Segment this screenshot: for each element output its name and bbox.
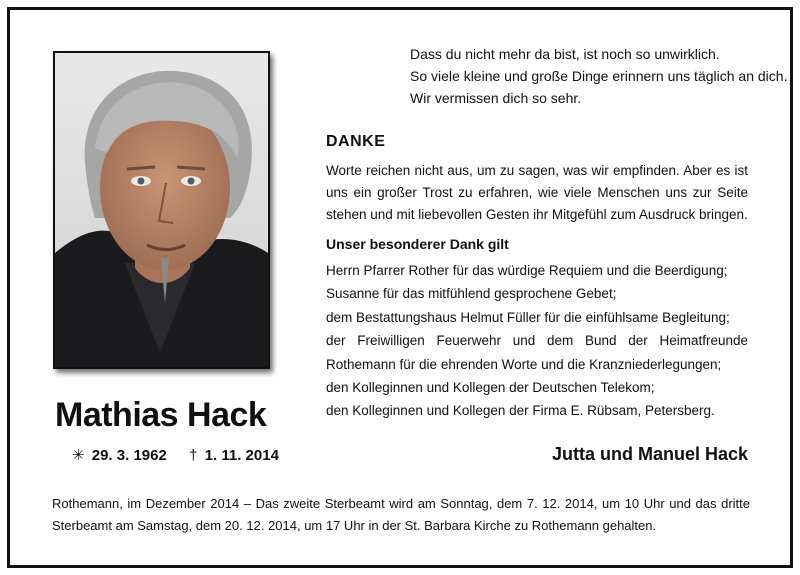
mourners-signature: Jutta und Manuel Hack [551, 444, 748, 464]
portrait-image [55, 53, 268, 367]
portrait-photo [53, 51, 270, 369]
death-date: 1. 11. 2014 [204, 447, 279, 464]
birth-date: 29. 3. 1962 [91, 447, 167, 464]
life-dates [72, 446, 279, 464]
danke-heading: DANKE [326, 133, 386, 150]
danke-text: Worte reichen nicht aus, um zu sagen, was wir empfinden. Aber es ist uns ein großer Trost zu erfahren, wie viele Menschen uns zur Seite stehen und mit liebevollen Gesten ihr Mitgefühl zum Ausdruck bringen. [326, 163, 748, 222]
death-cross-icon: † [189, 447, 198, 464]
service-notice: Rothemann, im Dezember 2014 – Das zweite Sterbeamt wird am Sonntag, dem 7. 12. 2014, um 10 Uhr und das dritte Sterbeamt am Samstag, dem 20. 12. 2014, um 17 Uhr in der St. Barbara Kirche zu Rothemann gehalten. [52, 496, 750, 533]
poem-line: Dass du nicht mehr da bist, ist noch so unwirklich. [410, 46, 720, 62]
thanks-item: Susanne für das mitfühlend gesprochene Gebet; [326, 286, 617, 302]
thanks-item: Herrn Pfarrer Rother für das würdige Requiem und die Beerdigung; [326, 263, 728, 278]
birth-star-icon: ✳ [72, 447, 85, 464]
memorial-poem [410, 43, 788, 109]
thanks-item: der Freiwilligen Feuerwehr und dem Bund der Heimatfreunde Rothemann für die ehrenden Worte und die Kranzniederlegungen; [326, 333, 748, 372]
poem-line: So viele kleine und große Dinge erinnern uns täglich an dich. [410, 68, 788, 84]
thanks-item: dem Bestattungshaus Helmut Füller für die einfühlsame Begleitung; [326, 309, 730, 325]
thanks-heading: Unser besonderer Dank gilt [326, 236, 509, 252]
thanks-item: den Kolleginnen und Kollegen der Firma E. Rübsam, Petersberg. [326, 403, 715, 419]
deceased-name: Mathias Hack [55, 396, 267, 434]
thanks-item: den Kolleginnen und Kollegen der Deutschen Telekom; [326, 380, 655, 396]
poem-line: Wir vermissen dich so sehr. [410, 90, 582, 106]
thanks-list [326, 259, 748, 423]
